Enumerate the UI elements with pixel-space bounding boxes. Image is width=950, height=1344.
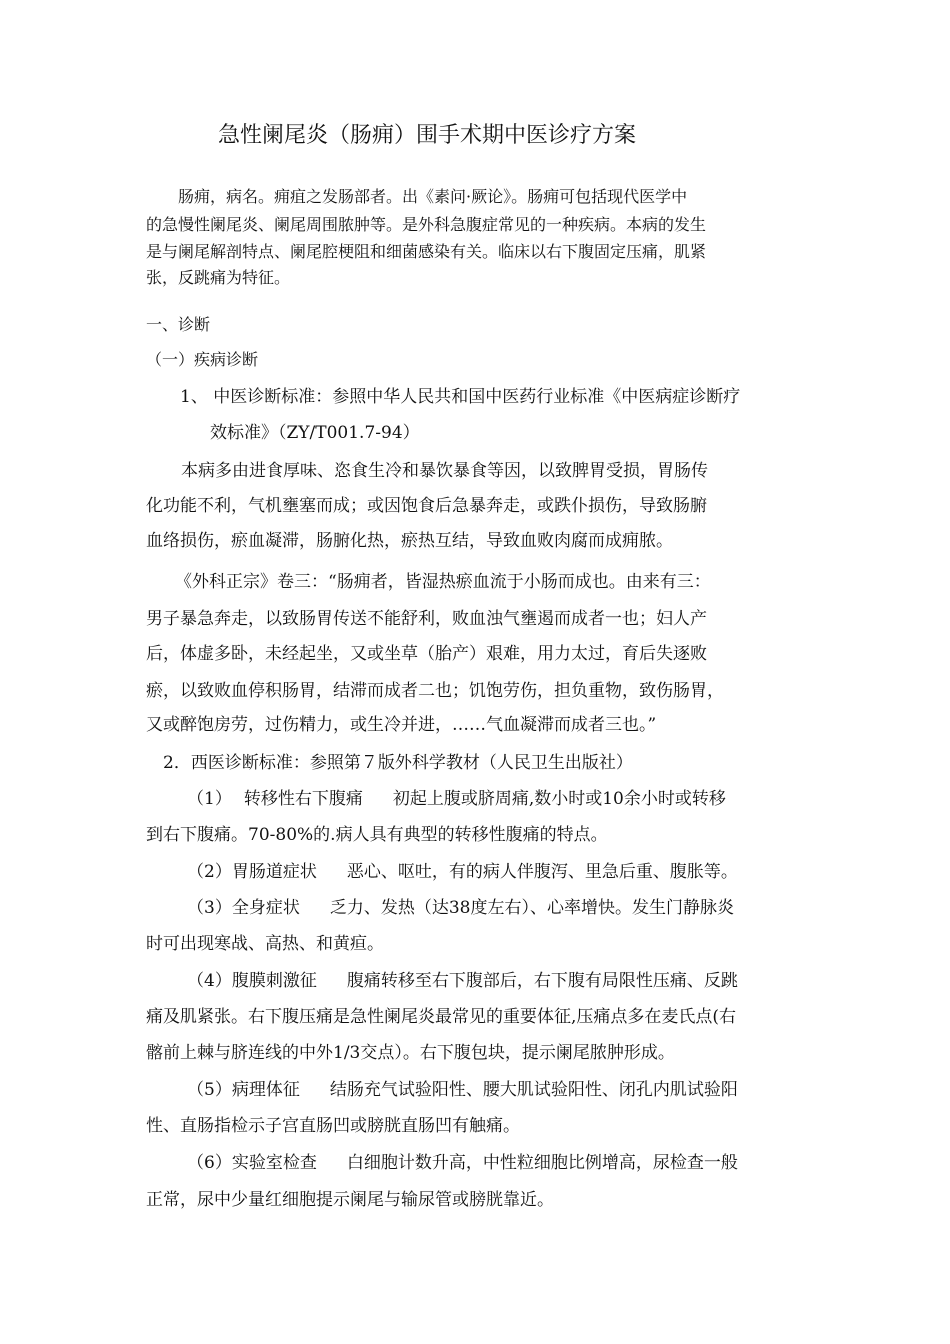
symptom6-text: 白细胞计数升高，中性粒细胞比例增高，尿检查一般	[346, 1153, 738, 1173]
para1-line-3: 血络损伤，瘀血凝滞，肠腑化热，瘀热互结，导致血败肉腐而成痈脓。	[146, 531, 673, 551]
intro-line-3: 是与阑尾解剖特点、阑尾腔梗阻和细菌感染有关。临床以右下腹固定压痛，肌紧	[146, 242, 707, 261]
page-title: 急性阑尾炎（肠痈）围手术期中医诊疗方案	[218, 123, 637, 148]
symptom3-line-1	[187, 893, 734, 918]
symptom1-line-2: 到右下腹痛。70-80%的.病人具有典型的转移性腹痛的特点。	[146, 825, 608, 845]
symptom1-name: 转移性右下腹痛	[243, 789, 363, 809]
symptom4-line-3: 髂前上棘与脐连线的中外1/3交点）。右下腹包块，提示阑尾脓肿形成。	[146, 1043, 675, 1063]
para1-line-1: 本病多由进食厚味、恣食生冷和暴饮暴食等因，以致脾胃受损，胃肠传	[181, 461, 708, 481]
symptom5-line-1	[187, 1075, 738, 1100]
symptom3-line-2: 时可出现寒战、高热、和黄疸。	[146, 934, 384, 954]
intro-line-1: 肠痈，病名。痈疽之发肠部者。出《素问·厥论》。肠痈可包括现代医学中	[178, 187, 688, 206]
symptom5-label: （5）病理体征	[187, 1080, 300, 1100]
intro-line-4: 张，反跳痛为特征。	[146, 268, 291, 287]
symptom6-label: （6）实验室检查	[187, 1153, 317, 1173]
symptom2-line-1	[187, 857, 738, 882]
symptom1-label: （1）	[187, 789, 232, 809]
symptom2-label: （2）胃肠道症状	[187, 862, 317, 882]
symptom4-line-1	[187, 966, 738, 991]
para1-line-2: 化功能不利，气机壅塞而成；或因饱食后急暴奔走，或跌仆损伤，导致肠腑	[146, 496, 707, 516]
subsection-heading-disease: （一）疾病诊断	[146, 350, 259, 369]
symptom4-text: 腹痛转移至右下腹部后，右下腹有局限性压痛、反跳	[346, 971, 738, 991]
symptom5-line-2: 性、直肠指检示子宫直肠凹或膀胱直肠凹有触痛。	[146, 1116, 520, 1136]
symptom5-text: 结肠充气试验阳性、腰大肌试验阳性、闭孔内肌试验阳	[329, 1080, 738, 1100]
item1-line-1: 1、 中医诊断标准：参照中华人民共和国中医药行业标准《中医病症诊断疗	[180, 387, 741, 407]
symptom3-label: （3）全身症状	[187, 898, 300, 918]
para2-line-5: 又或醉饱房劳，过伤精力，或生冷并进，……气血凝滞而成者三也。”	[146, 715, 657, 735]
item2-line: 2．西医诊断标准：参照第７版外科学教材（人民卫生出版社）	[163, 753, 633, 773]
para2-line-4: 瘀，以致败血停积肠胃，结滞而成者二也；饥饱劳伤，担负重物，致伤肠胃，	[146, 681, 724, 701]
symptom2-text: 恶心、呕吐，有的病人伴腹泻、里急后重、腹胀等。	[346, 862, 738, 882]
symptom1-line-1	[187, 784, 726, 809]
symptom1-text: 初起上腹或脐周痛,数小时或10余小时或转移	[392, 789, 726, 809]
symptom3-text: 乏力、发热（达38度左右）、心率增快。发生门静脉炎	[329, 898, 734, 918]
section-heading-diagnosis: 一、诊断	[146, 315, 211, 334]
item1-line-2: 效标准》（ZY/T001.7-94）	[210, 423, 420, 443]
para2-line-3: 后，体虚多卧，未经起坐，又或坐草（胎产）艰难，用力太过，育后失逐败	[146, 644, 707, 664]
symptom4-line-2: 痛及肌紧张。右下腹压痛是急性阑尾炎最常见的重要体征,压痛点多在麦氏点(右	[146, 1007, 737, 1027]
intro-line-2: 的急慢性阑尾炎、阑尾周围脓肿等。是外科急腹症常见的一种疾病。本病的发生	[146, 215, 707, 234]
symptom6-line-2: 正常，尿中少量红细胞提示阑尾与输尿管或膀胱靠近。	[146, 1190, 554, 1210]
symptom6-line-1	[187, 1148, 738, 1173]
para2-line-2: 男子暴急奔走，以致肠胃传送不能舒利，败血浊气壅遏而成者一也；妇人产	[146, 609, 707, 629]
para2-line-1: 《外科正宗》卷三：“肠痈者，皆湿热瘀血流于小肠而成也。由来有三：	[175, 572, 711, 592]
symptom4-label: （4）腹膜刺激征	[187, 971, 317, 991]
